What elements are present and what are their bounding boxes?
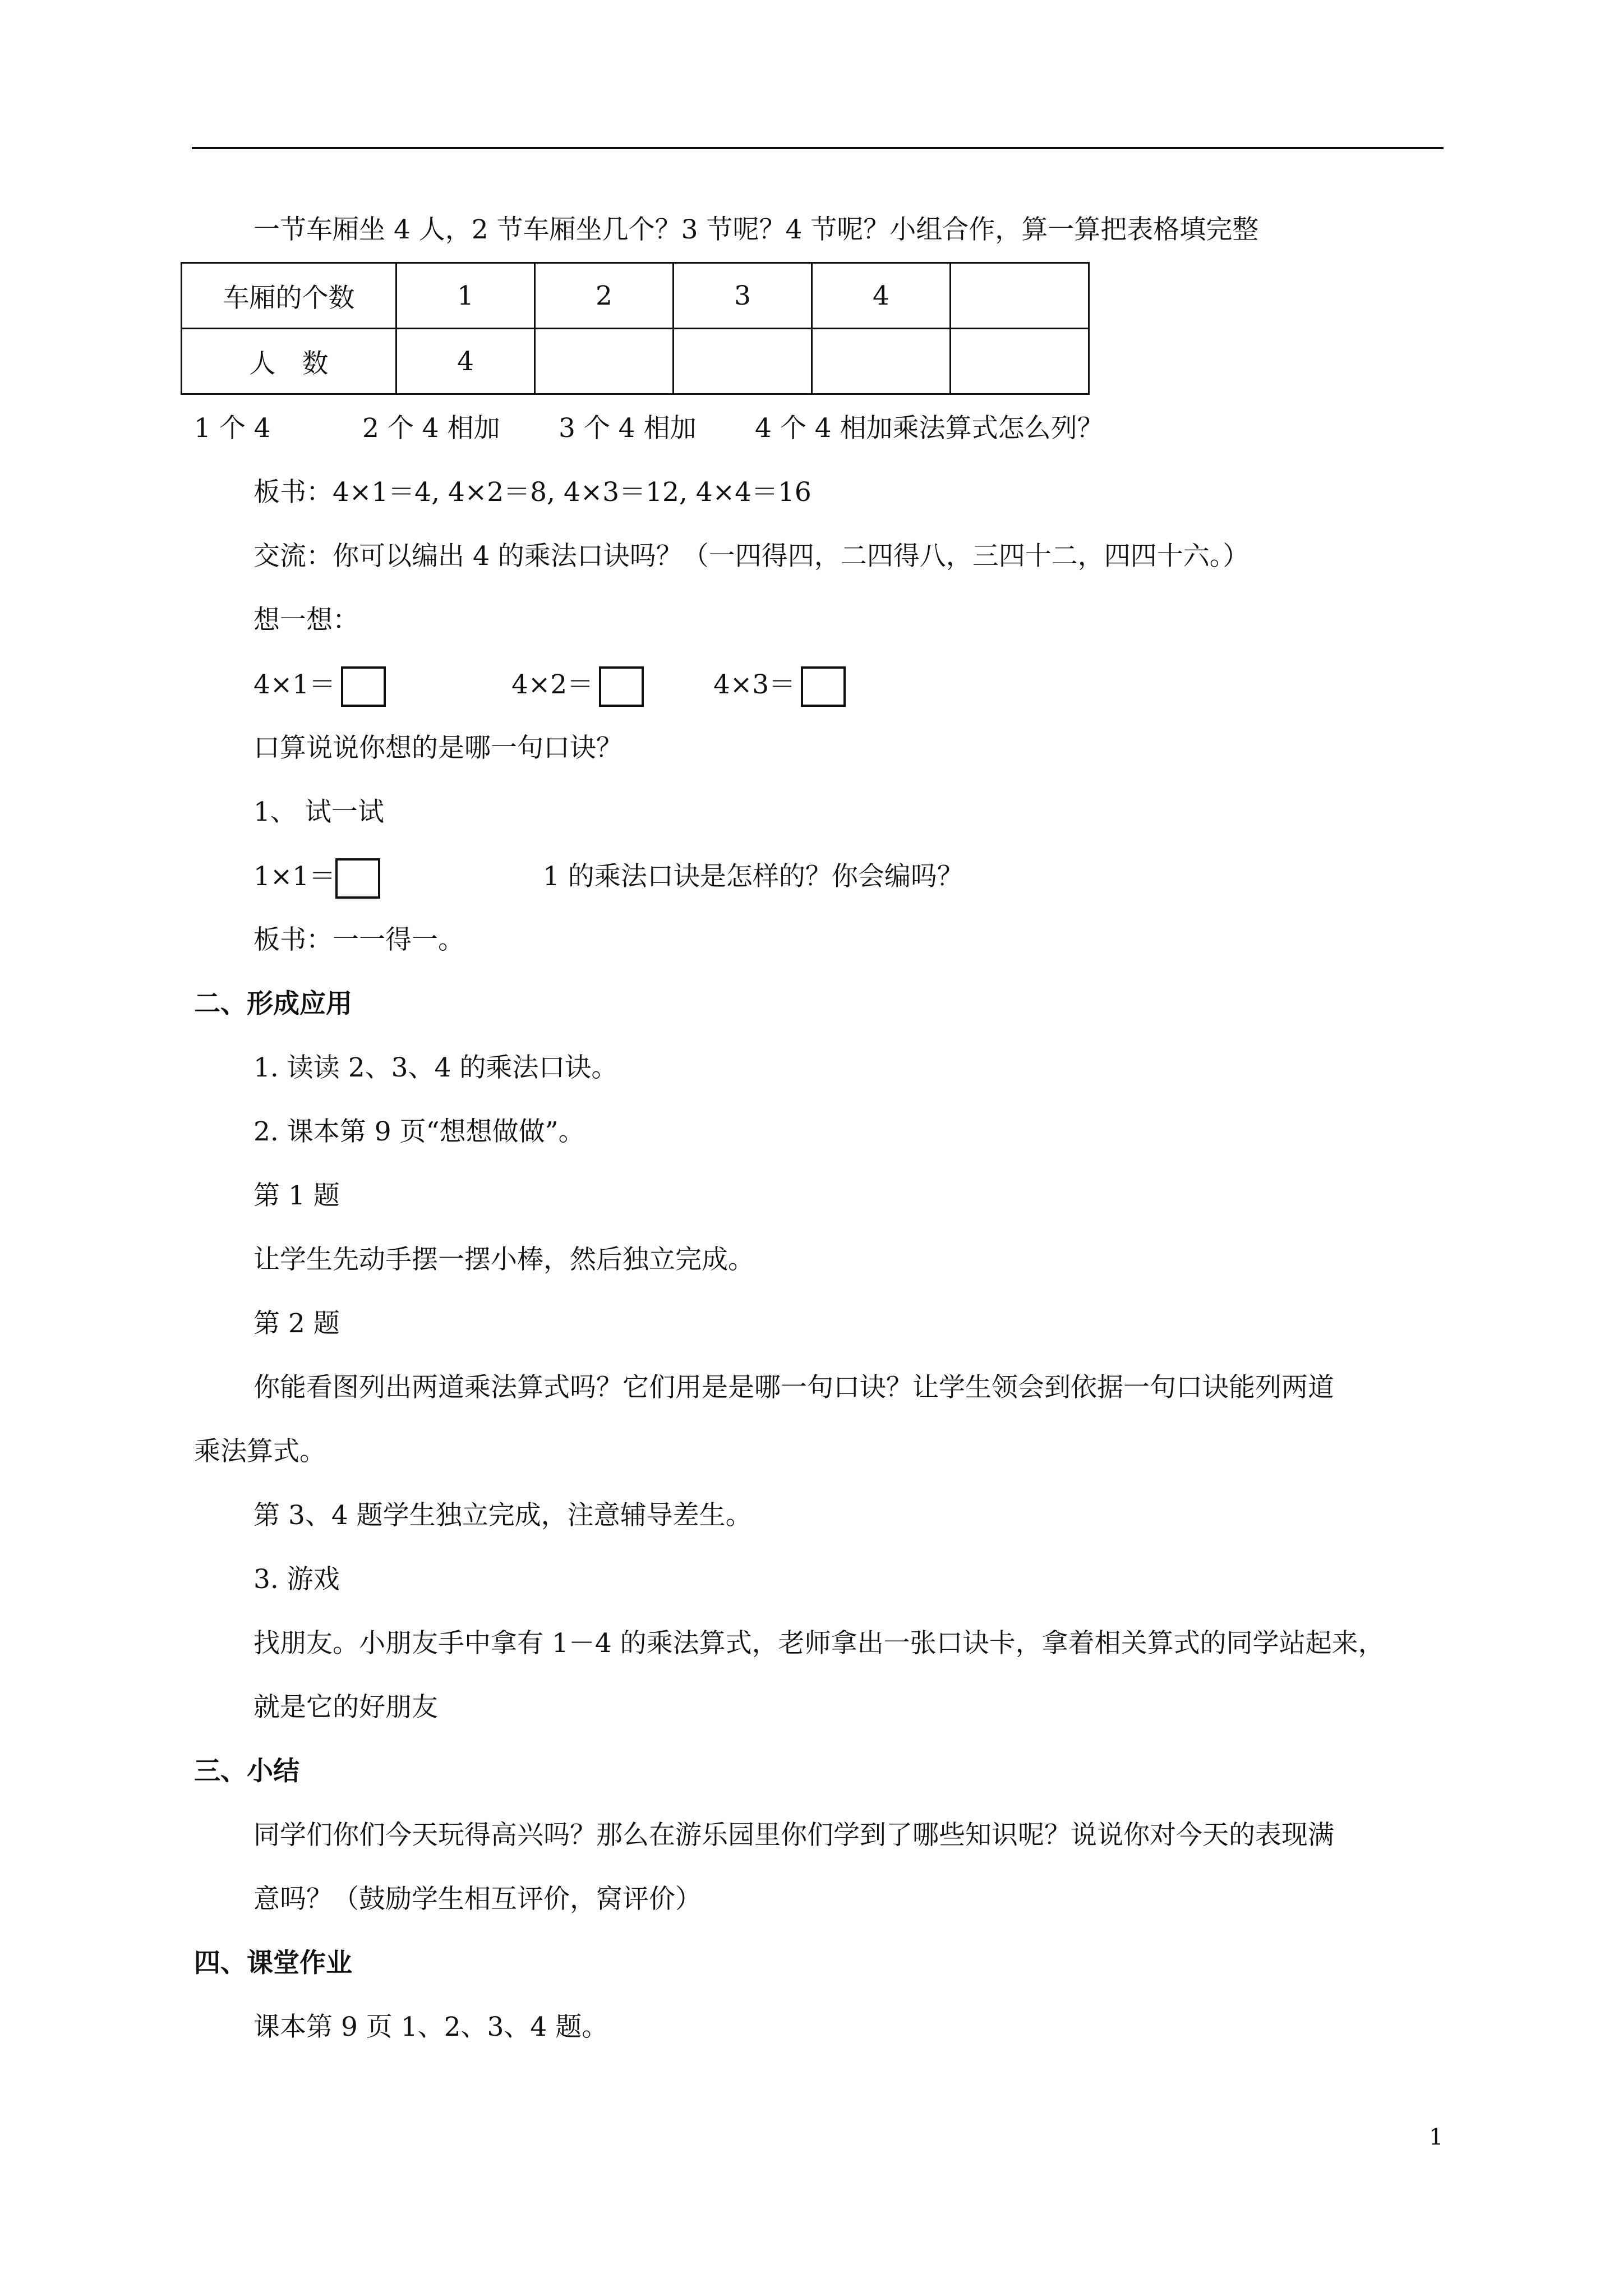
sum-item: 4 个 4 相加乘法算式怎么列？ (755, 413, 1104, 444)
sum-item: 2 个 4 相加 (362, 413, 500, 444)
equation: 4×1＝ (253, 669, 336, 700)
train-table (181, 262, 1090, 395)
try-heading: 1、 试一试 (253, 797, 384, 827)
equation: 4×2＝ (511, 669, 594, 700)
paragraph: 意吗？（鼓励学生相互评价，窝评价） (253, 1884, 702, 1915)
table-cell (535, 329, 674, 394)
exchange-text: 交流：你可以编出 4 的乘法口诀吗？（一四得四，二四得八，三四十二，四四十六。） (253, 541, 1249, 572)
paragraph: 第 3、4 题学生独立完成，注意辅导差生。 (253, 1500, 752, 1531)
question-label: 第 2 题 (253, 1308, 340, 1339)
equation: 1×1＝ (253, 861, 336, 892)
table-header-cell: 车厢的个数 (182, 263, 396, 329)
table-cell (812, 329, 951, 394)
table-row (182, 263, 1089, 329)
table-cell: 4 (396, 329, 535, 394)
paragraph: 你能看图列出两道乘法算式吗？它们用是是哪一句口诀？让学生领会到依据一句口诀能列两道 (253, 1372, 1334, 1403)
paragraph: 同学们你们今天玩得高兴吗？那么在游乐园里你们学到了哪些知识呢？说说你对今天的表现满 (253, 1820, 1334, 1851)
table-cell: 1 (396, 263, 535, 329)
page-number: 1 (1429, 2124, 1444, 2150)
question-text: 1 的乘法口诀是怎样的？你会编吗？ (543, 861, 963, 892)
paragraph: 就是它的好朋友 (253, 1692, 438, 1723)
table-cell (951, 329, 1089, 394)
table-cell: 2 (535, 263, 674, 329)
sum-item: 3 个 4 相加 (559, 413, 697, 444)
sum-item: 1 个 4 (194, 413, 271, 444)
equation-row (253, 666, 846, 707)
table-header-cell: 人 数 (182, 329, 396, 394)
paragraph: 2. 课本第 9 页“想想做做”。 (253, 1116, 585, 1147)
paragraph: 1. 读读 2、3、4 的乘法口诀。 (253, 1052, 618, 1083)
paragraph: 找朋友。小朋友手中拿有 1－4 的乘法算式，老师拿出一张口诀卡，拿着相关算式的同学站起来， (253, 1628, 1385, 1659)
paragraph: 乘法算式。 (194, 1436, 326, 1467)
oral-question: 口算说说你想的是哪一句口诀？ (253, 733, 623, 763)
sum-line (194, 411, 1104, 447)
answer-box[interactable] (335, 858, 380, 899)
answer-box[interactable] (341, 666, 386, 707)
board-note: 板书：一一得一。 (253, 924, 464, 955)
equation-row (253, 858, 963, 899)
answer-box[interactable] (801, 666, 846, 707)
board-note: 板书：4×1＝4, 4×2＝8, 4×3＝12, 4×4＝16 (253, 477, 811, 508)
think-label: 想一想： (253, 605, 359, 636)
paragraph: 让学生先动手摆一摆小棒，然后独立完成。 (253, 1244, 754, 1275)
paragraph: 3. 游戏 (253, 1564, 340, 1595)
answer-box[interactable] (599, 666, 644, 707)
intro-text: 一节车厢坐 4 人，2 节车厢坐几个？3 节呢？4 节呢？小组合作，算一算把表格填完整 (253, 214, 1259, 245)
section-heading: 二、形成应用 (194, 988, 352, 1019)
section-heading: 四、课堂作业 (194, 1948, 352, 1978)
table-cell: 3 (674, 263, 812, 329)
table-cell: 4 (812, 263, 951, 329)
paragraph: 课本第 9 页 1、2、3、4 题。 (253, 2012, 608, 2042)
table-cell (674, 329, 812, 394)
equation: 4×3＝ (713, 669, 796, 700)
table-cell (951, 263, 1089, 329)
table-row (182, 329, 1089, 394)
question-label: 第 1 题 (253, 1180, 340, 1211)
header-rule (192, 147, 1444, 149)
section-heading: 三、小结 (194, 1756, 299, 1787)
